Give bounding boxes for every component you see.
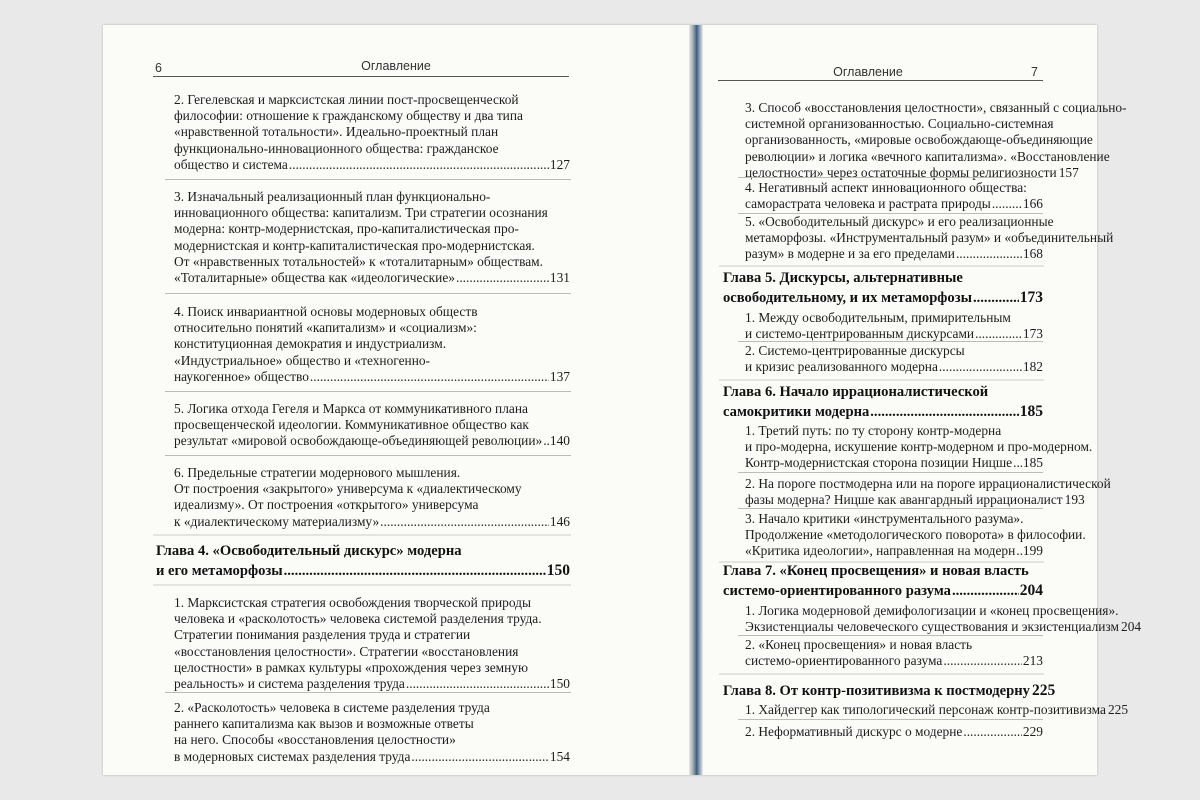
page-ref: 168 <box>1022 246 1043 262</box>
chapter-heading: Глава 6. Начало иррационалистической самокритики модерна ..... 185 <box>723 383 1043 422</box>
header-rule <box>153 76 569 77</box>
page-ref: 185 <box>1019 403 1043 420</box>
page-number: 7 <box>1031 65 1038 79</box>
page-ref: 150 <box>549 676 570 692</box>
page-ref: 157 <box>1058 164 1079 180</box>
toc-entry: 4. Негативный аспект инновационного общества: саморастрата человека и растрата природы ..... 166 <box>745 180 1043 212</box>
running-header: Оглавление <box>361 59 431 73</box>
page-number: 6 <box>155 61 162 75</box>
chapter-heading: Глава 4. «Освободительный дискурс» модерна и его метаморфозы ..... 150 <box>156 542 570 581</box>
toc-entry: 2. «Конец просвещения» и новая власть системо-ориентированного разума ..... 213 <box>745 637 1043 669</box>
toc-entry: 1. Хайдеггер как типологический персонаж контр-позитивизма 225 <box>745 702 1129 717</box>
page-ref: 150 <box>546 562 570 579</box>
toc-entry: 3. Начало критики «инструментального разума». Продолжение «методологического поворота» в философии. «Критика идеологии», направленная на модерн ..... 199 <box>745 511 1043 560</box>
page-ref: 154 <box>549 748 570 764</box>
page-ref: 185 <box>1022 455 1043 471</box>
page-ref: 225 <box>1107 702 1129 717</box>
toc-entry: 2. На пороге постмодерна или на пороге иррационалистической фазы модерна? Ницше как авангардный иррационалист 193 <box>745 476 1111 508</box>
toc-entry: 2. Системо-центрированные дискурсы и кризис реализованного модерна ..... 182 <box>745 343 1043 375</box>
toc-entry: 5. Логика отхода Гегеля и Маркса от коммуникативного плана просвещенческой идеологии. Коммуникативное общество как результат «мировой освобождающе-объединяющей революции» ..... 140 <box>174 401 570 450</box>
toc-entry: 5. «Освободительный дискурс» и его реализационные метаморфозы. «Инструментальный разум» и «объединительный разум» в модерне и за его пределами ..... 168 <box>745 214 1043 263</box>
chapter-heading: Глава 7. «Конец просвещения» и новая власть системо-ориентированного разума ..... 204 <box>723 562 1043 601</box>
toc-entry: 2. Гегелевская и марксистская линии пост-просвещенческой философии: отношение к гражданскому обществу и два типа «нравственной тотальности». Идеально-проектный план функционально-инновационного общества: гражданское общество и система ..... 127 <box>174 92 570 173</box>
page-ref: 137 <box>549 368 570 384</box>
toc-entry: 3. Способ «восстановления целостности», связанный с социально- системной организованностью. Социально-системная организованность, «мировые освобождающе-объединяющие революции» и логика «вечного капитализма». «Восстановление целостности» через остаточные формы религиозности 157 <box>745 100 1127 180</box>
page-ref: 127 <box>549 156 570 172</box>
toc-entry: 1. Марксистская стратегия освобождения творческой природы человека и «расколотость» человека системой разделения труда. Стратегии понимания разделения труда и стратегии «восстановления целостности». Стратегии «восстановления целостности» в рамках культуры «прохождения через земную реальность» и система разделения труда ..... 150 <box>174 595 570 692</box>
toc-entry: 2. «Расколотость» человека в системе разделения труда раннего капитализма как вызов и возможные ответы на него. Способы «восстановления целостности» в модерновых системах разделения труда ..... 154 <box>174 700 570 765</box>
toc-entry: 6. Предельные стратегии модернового мышления. От построения «закрытого» универсума к «диалектическому идеализму». От построения «открытого» универсума к «диалектическому материализму» ..... 146 <box>174 465 570 530</box>
chapter-heading: Глава 8. От контр-позитивизма к постмодерну 225 <box>723 682 1056 699</box>
header-rule <box>718 80 1043 81</box>
page-ref: 173 <box>1022 326 1043 342</box>
toc-entry: 1. Между освободительным, примирительным и системо-центрированным дискурсами ..... 173 <box>745 310 1043 342</box>
page-ref: 229 <box>1022 724 1043 739</box>
page-ref: 213 <box>1022 653 1043 669</box>
page-ref: 204 <box>1121 619 1142 635</box>
running-header: Оглавление <box>833 65 903 79</box>
toc-entry: 1. Третий путь: по ту сторону контр-модерна и про-модерна, искушение контр-модерном и про-модерном. Контр-модернистская сторона позиции Ницше ..... 185 <box>745 423 1043 472</box>
left-page <box>103 25 689 775</box>
page-ref: 199 <box>1022 543 1043 559</box>
toc-entry: 2. Неформативный дискурс о модерне ..... 229 <box>745 724 1043 740</box>
page-ref: 204 <box>1019 582 1043 599</box>
page-ref: 193 <box>1064 492 1085 508</box>
page-ref: 140 <box>549 433 570 449</box>
chapter-heading: Глава 5. Дискурсы, альтернативные освободительному, и их метаморфозы ..... 173 <box>723 269 1043 308</box>
page-ref: 225 <box>1031 682 1056 699</box>
page-ref: 166 <box>1022 196 1043 212</box>
right-page <box>703 25 1142 775</box>
page-ref: 146 <box>549 513 570 529</box>
toc-entry: 3. Изначальный реализационный план функционально- инновационного общества: капитализм. Три стратегии осознания модерна: контр-модернистская, про-капиталистическая про- модернистская и контр-капиталистическая про-модернистская. От «нравственных тотальностей» к «тоталитарным» обществам. «Тоталитарные» общества как «идеологические» ..... 131 <box>174 189 570 286</box>
toc-entry: 4. Поиск инвариантной основы модерновых обществ относительно понятий «капитализм» и «социализм»: конституционная демократия и индустриализм. «Индустриальное» общество и «техногенно- наукогенное» общество ..... 137 <box>174 304 570 385</box>
book-spread <box>103 25 1142 775</box>
page-ref: 182 <box>1022 359 1043 375</box>
page-ref: 131 <box>549 270 570 286</box>
page-ref: 173 <box>1019 289 1043 306</box>
toc-entry: 1. Логика модерновой демифологизации и «конец просвещения». Экзистенциалы человеческого существования и экзистенциализм 204 <box>745 603 1142 635</box>
book-gutter <box>689 25 703 775</box>
